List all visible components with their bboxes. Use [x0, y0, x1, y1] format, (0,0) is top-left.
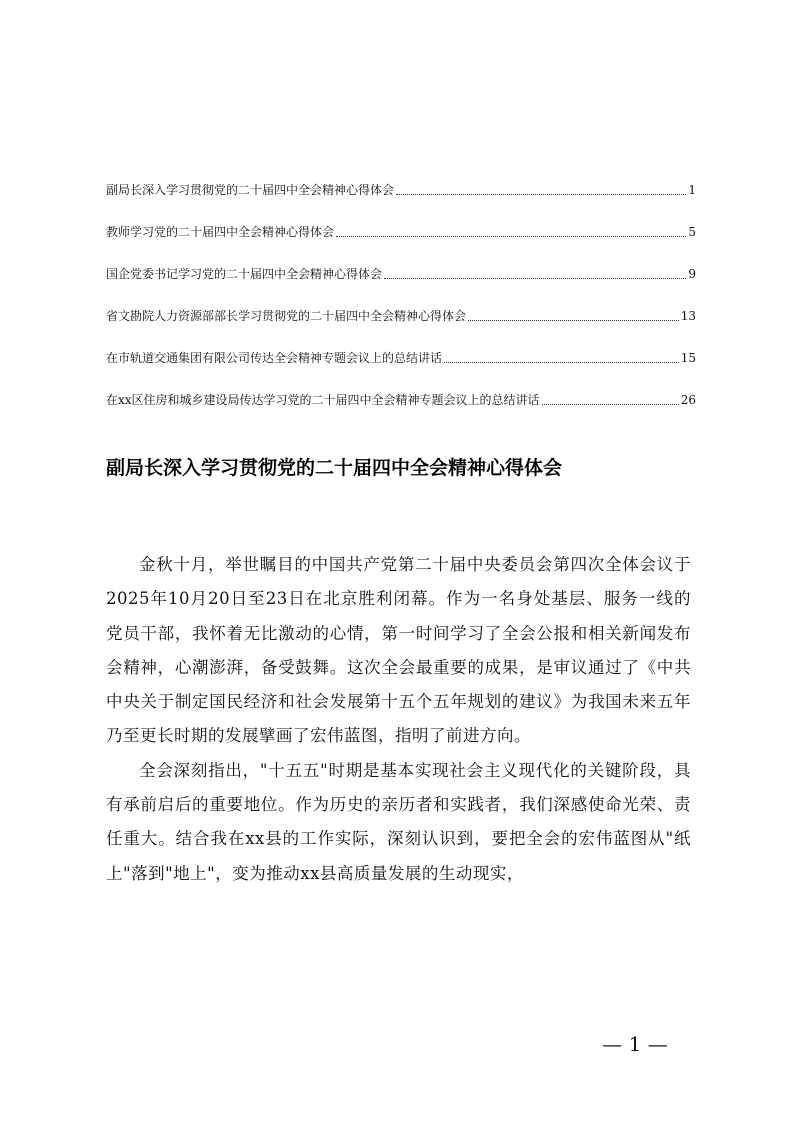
toc-entry[interactable] [106, 244, 696, 286]
toc-entry-title: 在市轨道交通集团有限公司传达全会精神专题会议上的总结讲话 [106, 351, 443, 365]
toc-entry[interactable] [106, 160, 696, 202]
toc-entry-title: 在xx区住房和城乡建设局传达学习党的二十届四中全会精神专题会议上的总结讲话 [106, 393, 540, 407]
toc-entry-page: 13 [680, 309, 696, 323]
article-body [106, 548, 691, 891]
article-paragraph: 全会深刻指出，"十五五"时期是基本实现社会主义现代化的关键阶段，具有承前启后的重要地位。作为历史的亲历者和实践者，我们深感使命光荣、责任重大。结合我在xx县的工作实际，深刻认识到，要把全会的宏伟蓝图从"纸上"落到"地上"，变为推动xx县高质量发展的生动现实， [106, 760, 691, 883]
article-heading: 副局长深入学习贯彻党的二十届四中全会精神心得体会 [106, 457, 563, 479]
article-paragraph: 金秋十月，举世瞩目的中国共产党第二十届中央委员会第四次全体会议于2025年10月20日至23日在北京胜利闭幕。作为一名身处基层、服务一线的党员干部，我怀着无比激动的心情，第一时间学习了全会公报和相关新闻发布会精神，心潮澎湃，备受鼓舞。这次全会最重要的成果，是审议通过了《中共中央关于制定国民经济和社会发展第十五个五年规划的建议》为我国未来五年乃至更长时期的发展擘画了宏伟蓝图，指明了前进方向。 [106, 555, 691, 746]
toc-entry-title: 教师学习党的二十届四中全会精神心得体会 [106, 225, 335, 239]
toc-entry[interactable] [106, 328, 696, 370]
toc-leader-dots [336, 236, 686, 237]
toc-entry-page: 1 [688, 183, 696, 197]
toc-entry-title: 国企党委书记学习党的二十届四中全会精神心得体会 [106, 267, 383, 281]
page-number: — 1 — [602, 1032, 668, 1056]
toc-leader-dots [542, 404, 679, 405]
toc-entry-title: 省文勘院人力资源部部长学习贯彻党的二十届四中全会精神心得体会 [106, 309, 467, 323]
toc-entry[interactable] [106, 370, 696, 412]
toc-entry-page: 15 [680, 351, 696, 365]
table-of-contents [106, 160, 696, 412]
toc-entry-title: 副局长深入学习贯彻党的二十届四中全会精神心得体会 [106, 183, 395, 197]
toc-entry[interactable] [106, 286, 696, 328]
toc-entry-page: 26 [680, 393, 696, 407]
toc-entry-page: 5 [688, 225, 696, 239]
toc-leader-dots [396, 194, 686, 195]
toc-entry[interactable] [106, 202, 696, 244]
toc-leader-dots [468, 320, 679, 321]
toc-leader-dots [384, 278, 686, 279]
toc-leader-dots [444, 362, 679, 363]
toc-entry-page: 9 [688, 267, 696, 281]
